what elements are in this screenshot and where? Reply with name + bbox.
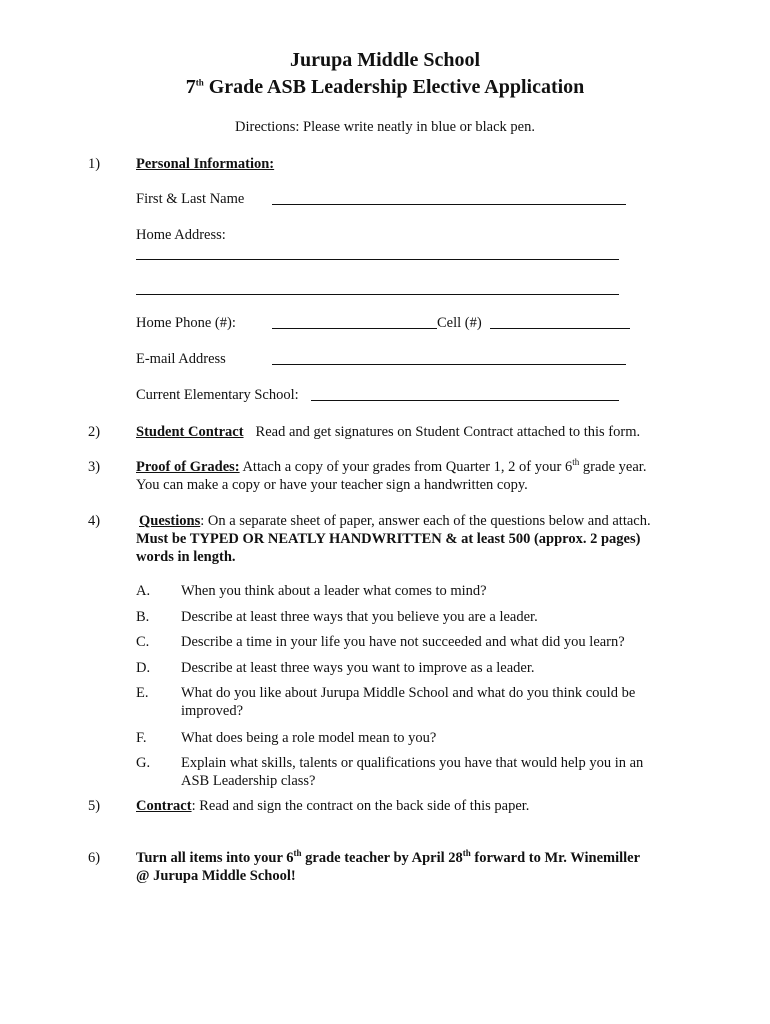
home-phone-field[interactable] — [272, 314, 437, 329]
turn-in-superscript: th — [293, 848, 302, 859]
question-letter: E. — [136, 685, 149, 701]
name-label: First & Last Name — [136, 191, 245, 207]
cell-phone-field[interactable] — [490, 314, 630, 329]
contract-heading: Contract — [136, 798, 192, 814]
turn-in-text-2: grade teacher by April 28 — [301, 850, 463, 866]
question-letter: A. — [136, 583, 151, 599]
question-text: When you think about a leader what comes to mind? — [181, 583, 487, 599]
question-text: Describe at least three ways that you believe you are a leader. — [181, 609, 538, 625]
student-contract-text: Read and get signatures on Student Contract attached to this form. — [255, 424, 641, 440]
question-text-line-2: improved? — [181, 703, 244, 719]
questions-requirement: Must be TYPED OR NEATLY HANDWRITTEN & at least 500 (approx. 2 pages) — [136, 531, 641, 547]
school-name: Jurupa Middle School — [289, 49, 481, 71]
question-text-line-2: ASB Leadership class? — [181, 773, 316, 789]
elementary-school-field[interactable] — [311, 386, 619, 401]
elementary-school-label: Current Elementary School: — [136, 387, 299, 403]
email-label: E-mail Address — [136, 351, 226, 367]
cell-label: Cell (#) — [437, 315, 482, 331]
question-letter: B. — [136, 609, 150, 625]
name-field[interactable] — [272, 190, 626, 205]
questions-heading: Questions — [139, 513, 201, 529]
application-title-text: Grade ASB Leadership Elective Application — [203, 76, 585, 98]
section-2-number: 2) — [88, 424, 101, 440]
turn-in-superscript: th — [462, 848, 471, 859]
section-1-number: 1) — [88, 156, 101, 172]
contract-text: : Read and sign the contract on the back side of this paper. — [191, 798, 530, 814]
proof-of-grades-heading: Proof of Grades: — [136, 459, 240, 475]
proof-of-grades-text: Attach a copy of your grades from Quarter 1, 2 of your 6 — [239, 459, 573, 475]
question-text: What does being a role model mean to you? — [181, 730, 437, 746]
student-contract-item — [136, 424, 640, 441]
proof-of-grades-item — [136, 459, 646, 476]
address-field-line-2[interactable] — [136, 280, 619, 295]
question-letter: D. — [136, 660, 151, 676]
questions-requirement-line-2: words in length. — [136, 549, 236, 565]
section-5-number: 5) — [88, 798, 101, 814]
contract-item — [136, 798, 529, 815]
section-6-number: 6) — [88, 850, 101, 866]
section-4-number: 4) — [88, 513, 101, 529]
questions-item — [139, 513, 651, 530]
turn-in-instructions — [136, 850, 640, 867]
application-title — [0, 76, 770, 99]
address-field-line-1[interactable] — [136, 245, 619, 260]
student-contract-heading: Student Contract — [136, 424, 244, 440]
question-letter: F. — [136, 730, 147, 746]
grade-superscript: th — [572, 457, 580, 468]
address-label: Home Address: — [136, 227, 226, 243]
question-text: What do you like about Jurupa Middle School and what do you think could be — [181, 685, 636, 701]
turn-in-text: Turn all items into your 6 — [136, 850, 294, 866]
home-phone-label: Home Phone (#): — [136, 315, 236, 331]
question-text: Describe at least three ways you want to improve as a leader. — [181, 660, 535, 676]
directions: Directions: Please write neatly in blue or black pen. — [235, 119, 535, 135]
question-text: Explain what skills, talents or qualifications you have that would help you in an — [181, 755, 644, 771]
email-field[interactable] — [272, 350, 626, 365]
proof-of-grades-line-2: You can make a copy or have your teacher sign a handwritten copy. — [136, 477, 528, 493]
question-letter: G. — [136, 755, 151, 771]
personal-info-heading: Personal Information: — [136, 156, 275, 172]
section-3-number: 3) — [88, 459, 101, 475]
questions-text: : On a separate sheet of paper, answer each of the questions below and attach. — [200, 513, 651, 529]
proof-of-grades-text-end: grade year. — [579, 459, 647, 475]
turn-in-text-3: forward to Mr. Winemiller — [470, 850, 641, 866]
question-letter: C. — [136, 634, 150, 650]
turn-in-line-2: @ Jurupa Middle School! — [136, 868, 296, 884]
grade-superscript: th — [195, 77, 204, 88]
question-text: Describe a time in your life you have not succeeded and what did you learn? — [181, 634, 625, 650]
grade-number: 7 — [185, 76, 196, 98]
